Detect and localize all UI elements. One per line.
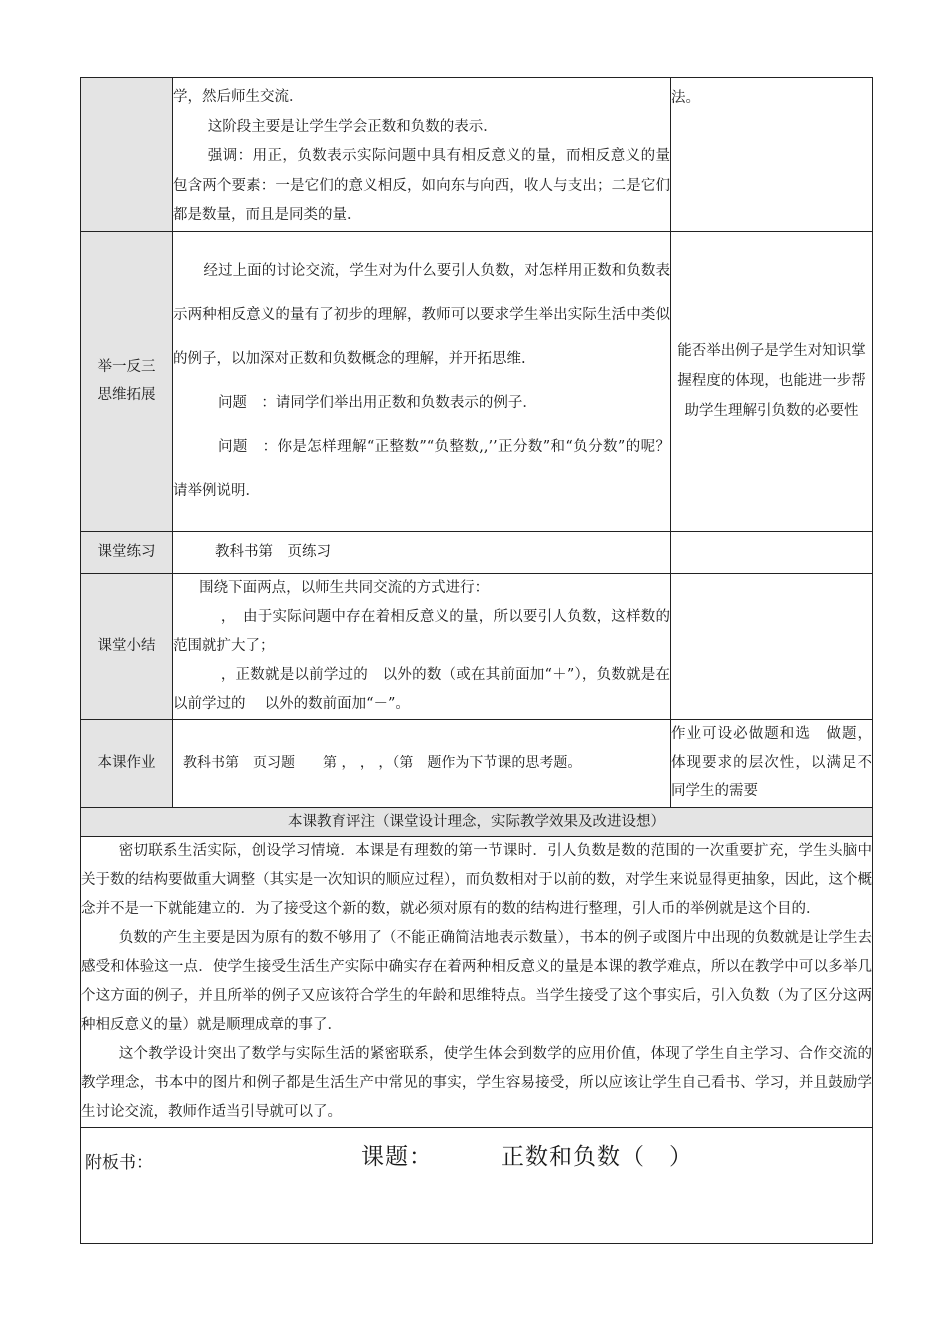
- extend-label-line-1: 举一反三: [97, 359, 156, 375]
- intro-content: [173, 78, 671, 232]
- intro-row: [81, 78, 873, 232]
- extend-label: [81, 231, 173, 531]
- practice-note: [671, 531, 873, 573]
- board-title: 课题：: [361, 1143, 433, 1170]
- lesson-plan-page: [80, 77, 872, 1244]
- evaluation-body-row: [81, 836, 873, 1127]
- intro-line-2: 这阶段主要是让学生学会正数和负数的表示．: [207, 118, 498, 135]
- evaluation-paragraph-1: 密切联系生活实际，创设学习情境．本课是有理数的第一节课时．引人负数是数的范围的一次重要扩充，学生头脑中关于数的结构要做重大调整（其实是一次知识的顺应过程），而负数相对于以前的数，对学生来说显得更抽象，因此，这个概念并不是一下就能建立的．为了接受这个新的数，就必须对原有的数的结构进行整理，引人币的举例就是这个目的．: [81, 842, 872, 917]
- summary-note: [671, 573, 873, 719]
- extend-label-line-2: 思维拓展: [97, 387, 156, 403]
- summary-row: [81, 573, 873, 719]
- evaluation-paragraph-3: 这个教学设计突出了数学与实际生活的紧密联系，使学生体会到数学的应用价值，体现了学生自主学习、合作交流的教学理念，书本中的图片和例子都是生活生产中常见的事实，学生容易接受，所以应该让学生自己看书、学习，并且鼓励学生讨论交流，教师作适当引导就可以了。: [81, 1045, 872, 1120]
- practice-row: [81, 531, 873, 573]
- board-row: [81, 1127, 873, 1243]
- extend-question-1: 问题 ：请同学们举出用正数和负数表示的例子．: [217, 395, 537, 411]
- intro-line-3: 强调：用正，负数表示实际问题中具有相反意义的量，而相反意义的量包含两个要素：一是它们的意义相反，如向东与向西，收人与支出；二是它们都是数量，而且是同类的量．: [173, 148, 670, 223]
- homework-row: [81, 719, 873, 807]
- summary-line-1: 围绕下面两点，以师生共同交流的方式进行：: [199, 579, 490, 596]
- board-label: 附板书：: [85, 1152, 153, 1173]
- board-topic: 正数和负数（ ）: [501, 1143, 693, 1170]
- practice-text: 教科书第 页练习: [215, 544, 331, 560]
- intro-line-1: 学，然后师生交流．: [173, 89, 304, 105]
- intro-note: 法。: [671, 78, 873, 232]
- summary-label: 课堂小结: [81, 573, 173, 719]
- evaluation-heading-row: [81, 807, 873, 836]
- lesson-plan-table: [80, 77, 873, 1244]
- evaluation-heading: 本课教育评注（课堂设计理念，实际教学效果及改进设想）: [81, 807, 873, 836]
- evaluation-paragraph-2: 负数的产生主要是因为原有的数不够用了（不能正确简洁地表示数量），书本的例子或图片中出现的负数就是让学生去感受和体验这一点．使学生接受生活生产实际中确实存在着两种相反意义的量是本课的教学难点，所以在教学中可以多举几个这方面的例子，并且所举的例子又应该符合学生的年龄和思维特点。当学生接受了这个事实后，引入负数（为了区分这两种相反意义的量）就是顺理成章的事了．: [81, 929, 872, 1033]
- homework-label: 本课作业: [81, 719, 173, 807]
- extend-note: 能否举出例子是学生对知识掌握程度的体现，也能进一步帮助学生理解引负数的必要性: [671, 231, 873, 531]
- summary-line-2: ， 由于实际问题中存在着相反意义的量，所以要引人负数，这样数的范围就扩大了；: [173, 608, 670, 654]
- extend-content: [173, 231, 671, 531]
- extend-row: [81, 231, 873, 531]
- homework-text: 教科书第 页习题 第 ， ， ，（第 题作为下节课的思考题。: [183, 755, 582, 771]
- homework-note: 作业可设必做题和选 做题，体现要求的层次性，以满足不同学生的需要: [671, 719, 873, 807]
- practice-content: [173, 531, 671, 573]
- extend-question-2: 问题 ：你是怎样理解“正整数”“负整数,,’’正分数”和“负分数”的呢？请举例说明．: [173, 439, 670, 499]
- summary-line-3: ，正数就是以前学过的 以外的数（或在其前面加“＋”），负数就是在以前学过的 以外的数前面加“－”。: [173, 666, 670, 712]
- summary-content: [173, 573, 671, 719]
- practice-label: 课堂练习: [81, 531, 173, 573]
- board-cell: [81, 1127, 873, 1243]
- homework-content: [173, 719, 671, 807]
- intro-label: [81, 78, 173, 232]
- extend-paragraph: 经过上面的讨论交流，学生对为什么要引人负数，对怎样用正数和负数表示两种相反意义的量有了初步的理解，教师可以要求学生举出实际生活中类似的例子，以加深对正数和负数概念的理解，并开拓思维.: [173, 263, 670, 367]
- evaluation-body: [81, 836, 873, 1127]
